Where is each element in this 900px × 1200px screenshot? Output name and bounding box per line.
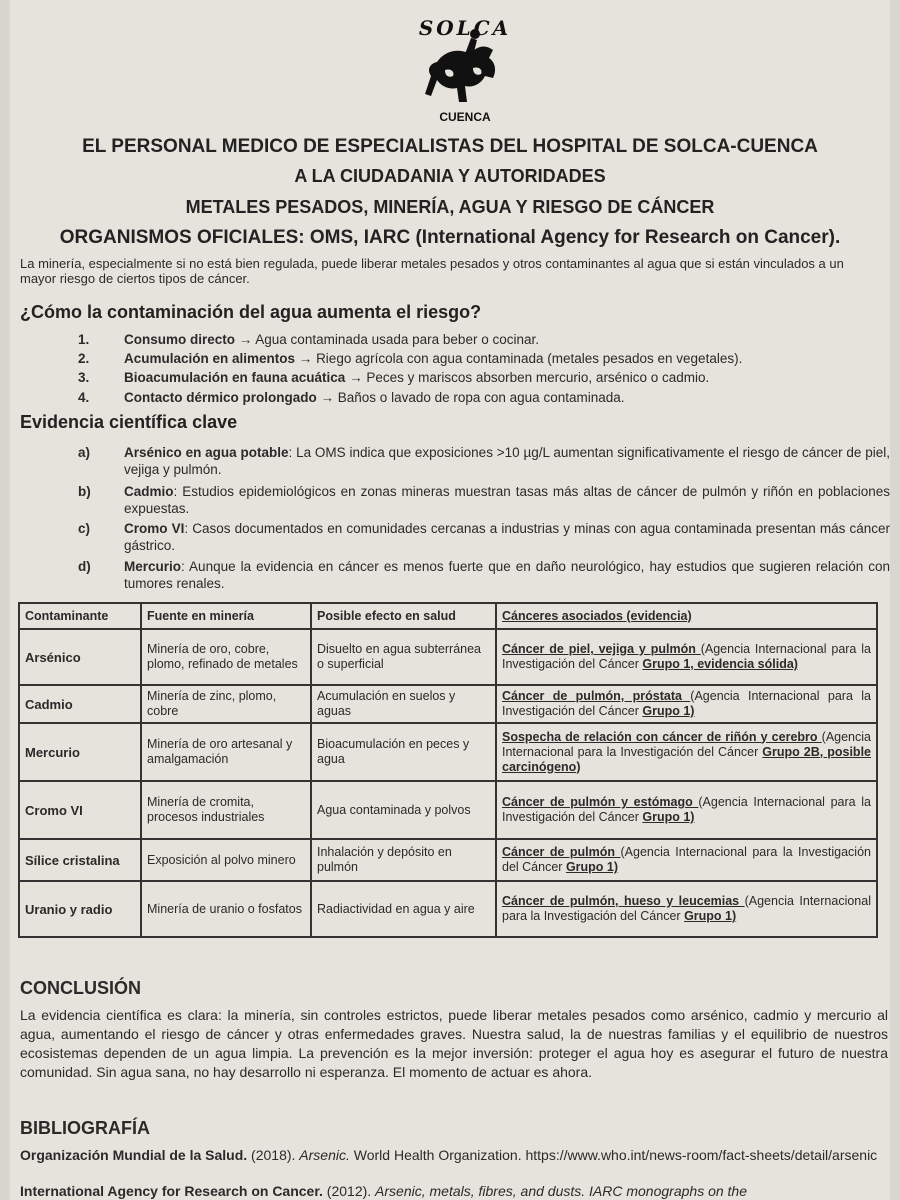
- table-row: [19, 723, 877, 781]
- header-line-3: METALES PESADOS, MINERÍA, AGUA Y RIESGO DE CÁNCER: [185, 197, 715, 217]
- cancer-cell: [496, 629, 877, 685]
- table-header-cell: Fuente en minería: [141, 603, 311, 629]
- cancer-cell: [496, 839, 877, 881]
- effect-cell: Agua contaminada y polvos: [311, 781, 496, 839]
- bib-year: (2012).: [322, 1183, 376, 1199]
- bib-rest: World Health Organization. https://www.who.int/news-room/fact-sheets/detail/arsenic: [349, 1147, 878, 1163]
- agency-text: (Agencia Internacional para la Investigación del Cáncer: [502, 689, 872, 718]
- agency-text: (Agencia Internacional para la Investigación del Cáncer: [502, 795, 871, 824]
- source-cell: Minería de zinc, plomo, cobre: [141, 685, 311, 723]
- section-title-risk: ¿Cómo la contaminación del agua aumenta el riesgo?: [20, 302, 482, 322]
- source-cell: Minería de cromita, procesos industriales: [141, 781, 311, 839]
- group-text: Grupo 1): [565, 860, 619, 874]
- cancer-types: Cáncer de piel, vejiga y pulmón: [502, 642, 701, 656]
- list-number: 4.: [78, 390, 90, 405]
- group-text: Grupo 1): [642, 704, 695, 718]
- list-detail: : Aunque la evidencia en cáncer es menos fuerte que en daño neurológico, hay estudios que sugieren relación con tumores renales.: [124, 559, 890, 591]
- list-letter: b): [78, 484, 91, 499]
- source-cell: Minería de uranio o fosfatos: [141, 881, 311, 937]
- list-detail: : La OMS indica que exposiciones >10 µg/L aumentan significativamente el riesgo de cáncer de piel, vejiga y pulmón.: [124, 445, 890, 477]
- effect-cell: Disuelto en agua subterránea o superficial: [311, 629, 496, 685]
- table-header-cell: Posible efecto en salud: [311, 603, 496, 629]
- logo-bottom-word: CUENCA: [439, 110, 491, 124]
- section-title-evidence: Evidencia científica clave: [20, 412, 238, 432]
- contaminant-cell: Cromo VI: [19, 781, 141, 839]
- bibliography-entry: [20, 1182, 888, 1200]
- contaminant-cell: Mercurio: [19, 723, 141, 781]
- list-detail: : Estudios epidemiológicos en zonas mineras muestran tasas más altas de cáncer de pulmón y riñón en poblaciones expuestas.: [124, 484, 890, 516]
- logo-top-word: SOLCA: [418, 16, 512, 40]
- list-detail: Peces y mariscos absorben mercurio, arsénico o cadmio.: [366, 370, 710, 385]
- list-text: [124, 483, 890, 517]
- source-cell: Minería de oro, cobre, plomo, refinado de metales: [141, 629, 311, 685]
- intro-paragraph: La minería, especialmente si no está bien regulada, puede liberar metales pesados y otros contaminantes al agua que si están vinculados a un mayor riesgo de ciertos tipos de cáncer.: [20, 256, 844, 286]
- list-bold: Bioacumulación en fauna acuática: [124, 370, 346, 385]
- group-text: Grupo 2B, posible carcinógeno): [502, 744, 871, 774]
- list-detail: Agua contaminada usada para beber o cocinar.: [255, 332, 539, 347]
- list-number: 2.: [78, 351, 90, 366]
- header-line-1: EL PERSONAL MEDICO DE ESPECIALISTAS DEL HOSPITAL DE SOLCA-CUENCA: [82, 136, 818, 157]
- list-detail: : Casos documentados en comunidades cercanas a industrias y minas con agua contaminada presentan más cáncer gástrico.: [124, 521, 890, 553]
- cancer-types: Cáncer de pulmón: [502, 845, 621, 859]
- agency-text: (Agencia Internacional para la Investigación del Cáncer: [502, 894, 871, 923]
- table-row: [19, 685, 877, 723]
- cancer-types: Cáncer de pulmón, próstata: [502, 689, 691, 703]
- list-text: [124, 332, 884, 348]
- bib-year: (2018).: [247, 1147, 300, 1163]
- cancer-types: Cáncer de pulmón, hueso y leucemias: [502, 894, 745, 908]
- contaminant-cell: Cadmio: [19, 685, 141, 723]
- contaminant-table: [18, 602, 878, 938]
- list-number: 3.: [78, 370, 90, 385]
- cancer-cell: [496, 723, 877, 781]
- arrow-icon: →: [345, 370, 367, 385]
- group-text: Grupo 1): [684, 909, 737, 923]
- list-bold: Consumo directo: [124, 332, 236, 347]
- header-line-2: A LA CIUDADANIA Y AUTORIDADES: [294, 166, 606, 186]
- conclusion-paragraph: La evidencia científica es clara: la minería, sin controles estrictos, puede liberar metales pesados como arsénico, cadmio y mercurio al agua, aumentando el riesgo de cáncer y otras enfermedades graves. Nuestra salud, la de nuestras familias y el equilibrio de nuestros ecosistemas dependen de un agua limpia. La prevención es la mejor inversión: proteger el agua hoy es asegurar el futuro de nuestra comunidad. Sin agua sana, no hay desarrollo ni esperanza. El momento de actuar es ahora.: [20, 1007, 888, 1080]
- solca-logo: [415, 10, 515, 128]
- agency-text: (Agencia Internacional para la Investigación del Cáncer: [502, 729, 871, 759]
- list-bold: Cromo VI: [124, 521, 185, 536]
- group-text: Grupo 1, evidencia sólida): [642, 657, 798, 671]
- table-header-row: [19, 603, 877, 629]
- conclusion-title: CONCLUSIÓN: [20, 978, 141, 998]
- list-bold: Cadmio: [124, 484, 174, 499]
- list-bold: Contacto dérmico prolongado: [124, 390, 317, 405]
- header-line-4: ORGANISMOS OFICIALES: OMS, IARC (International Agency for Research on Cancer).: [59, 227, 841, 248]
- table-header-cell: Contaminante: [19, 603, 141, 629]
- bibliography-title: BIBLIOGRAFÍA: [20, 1118, 150, 1138]
- list-bold: Acumulación en alimentos: [124, 351, 296, 366]
- cancer-cell: [496, 881, 877, 937]
- bib-author: Organización Mundial de la Salud.: [20, 1147, 248, 1163]
- source-cell: Exposición al polvo minero: [141, 839, 311, 881]
- arrow-icon: →: [295, 351, 317, 366]
- table-row: [19, 781, 877, 839]
- effect-cell: Radiactividad en agua y aire: [311, 881, 496, 937]
- list-detail: Baños o lavado de ropa con agua contaminada.: [337, 390, 625, 405]
- cancer-types: Cáncer de pulmón y estómago: [502, 795, 699, 809]
- effect-cell: Inhalación y depósito en pulmón: [311, 839, 496, 881]
- bib-author: International Agency for Research on Cancer.: [20, 1183, 323, 1199]
- agency-text: (Agencia Internacional para la Investigación del Cáncer: [502, 845, 871, 874]
- agency-text: (Agencia Internacional para la Investigación del Cáncer: [502, 642, 871, 671]
- contaminant-cell: Uranio y radio: [19, 881, 141, 937]
- cancer-cell: [496, 781, 877, 839]
- bibliography-entry: [20, 1146, 888, 1164]
- bib-title: Arsenic, metals, fibres, and dusts. IARC monographs on the: [375, 1183, 748, 1199]
- effect-cell: Bioacumulación en peces y agua: [311, 723, 496, 781]
- list-letter: d): [78, 559, 91, 574]
- list-detail: Riego agrícola con agua contaminada (metales pesados en vegetales).: [316, 351, 743, 366]
- table-row: [19, 839, 877, 881]
- list-text: [124, 558, 890, 592]
- arrow-icon: →: [235, 332, 256, 347]
- contaminant-cell: Arsénico: [19, 629, 141, 685]
- newspaper-page: [10, 0, 890, 1200]
- arrow-icon: →: [316, 390, 338, 405]
- group-text: Grupo 1): [642, 810, 695, 824]
- list-letter: c): [78, 521, 91, 536]
- source-cell: Minería de oro artesanal y amalgamación: [141, 723, 311, 781]
- bib-title: Arsenic.: [299, 1147, 350, 1163]
- list-text: [124, 444, 890, 478]
- table-row: [19, 629, 877, 685]
- cancer-cell: [496, 685, 877, 723]
- table-header-cell: Cánceres asociados (evidencia): [496, 603, 877, 629]
- list-text: [124, 390, 884, 406]
- list-letter: a): [78, 445, 91, 460]
- list-text: [124, 370, 884, 386]
- cancer-types: Sospecha de relación con cáncer de riñón y cerebro: [502, 729, 822, 744]
- list-text: [124, 351, 884, 367]
- effect-cell: Acumulación en suelos y aguas: [311, 685, 496, 723]
- list-bold: Arsénico en agua potable: [124, 445, 289, 460]
- list-text: [124, 520, 890, 554]
- list-bold: Mercurio: [124, 559, 182, 574]
- list-number: 1.: [78, 332, 90, 347]
- contaminant-cell: Sílice cristalina: [19, 839, 141, 881]
- table-row: [19, 881, 877, 937]
